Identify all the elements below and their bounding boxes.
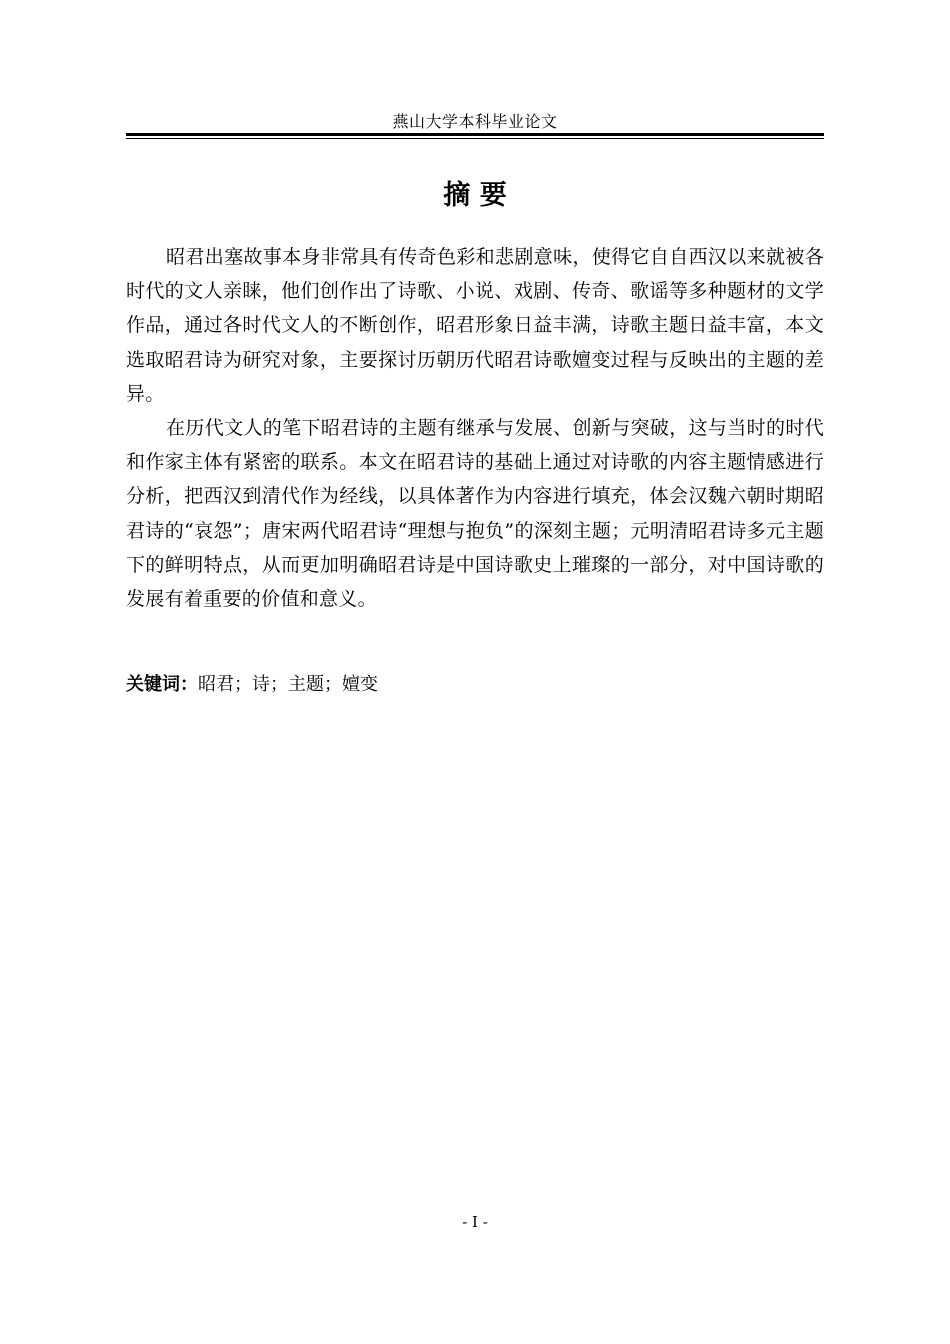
- keywords-line: [126, 668, 824, 702]
- abstract-paragraph-1: 昭君出塞故事本身非常具有传奇色彩和悲剧意味，使得它自自西汉以来就被各时代的文人亲睐，他们创作出了诗歌、小说、戏剧、传奇、歌谣等多种题材的文学作品，通过各时代文人的不断创作，昭君形象日益丰满，诗歌主题日益丰富，本文选取昭君诗为研究对象，主要探讨历朝历代昭君诗歌嬗变过程与反映出的主题的差异。: [126, 246, 824, 405]
- abstract-body: [126, 240, 824, 616]
- page-number: - I -: [462, 1213, 488, 1231]
- keywords-value: 昭君；诗；主题；嬗变: [198, 674, 378, 695]
- running-header: 燕山大学本科毕业论文: [392, 112, 558, 131]
- abstract-title: 摘 要: [443, 180, 507, 211]
- abstract-paragraph-2: 在历代文人的笔下昭君诗的主题有继承与发展、创新与突破，这与当时的时代和作家主体有紧密的联系。本文在昭君诗的基础上通过对诗歌的内容主题情感进行分析，把西汉到清代作为经线，以具体著作为内容进行填充，体会汉魏六朝时期昭君诗的“哀怨”；唐宋两代昭君诗“理想与抱负”的深刻主题；元明清昭君诗多元主题下的鲜明特点，从而更加明确昭君诗是中国诗歌史上璀璨的一部分，对中国诗歌的发展有着重要的价值和意义。: [126, 417, 824, 611]
- header-rule-thin: [126, 138, 824, 139]
- header-rule-thick: [126, 133, 824, 136]
- keywords-label: 关键词：: [126, 674, 198, 695]
